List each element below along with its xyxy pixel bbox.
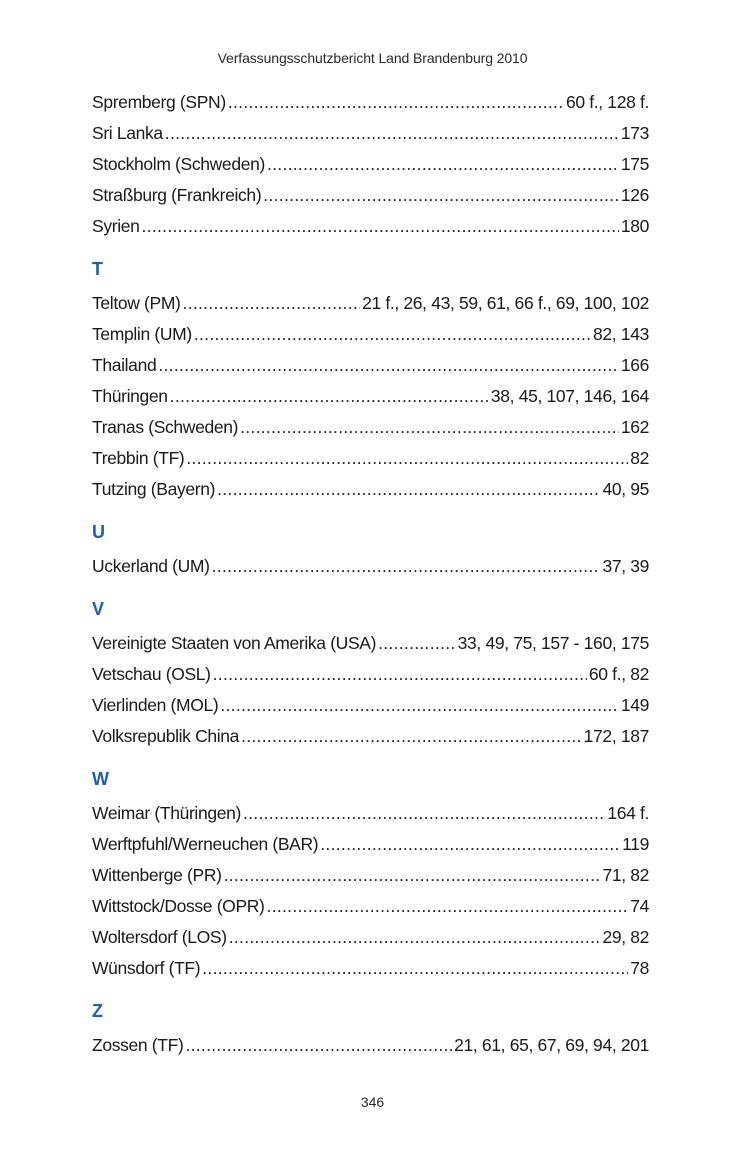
index-entry-name: Spremberg (SPN) [92,92,226,112]
index-entry-name: Vetschau (OSL) [92,664,211,684]
index-entry-name: Thüringen [92,386,168,406]
index-entry [92,87,649,118]
index-entry [92,288,649,319]
index-entry [92,1030,649,1061]
index-entry-name: Weimar (Thüringen) [92,803,241,823]
dot-leader [228,87,564,118]
index-entry-pages: 71, 82 [602,865,649,885]
index-entry-pages: 126 [620,185,649,205]
index-entry-pages: 82 [630,448,649,468]
index-entry-pages: 166 [620,355,649,375]
index-entry-pages: 149 [620,695,649,715]
index-entry [92,443,649,474]
dot-leader [243,798,605,829]
index-entry-pages: 164 f. [607,803,649,823]
index-entry [92,690,649,721]
dot-leader [378,628,456,659]
dot-leader [241,721,582,752]
index-entry-name: Sri Lanka [92,123,163,143]
index-entry-name: Stockholm (Schweden) [92,154,265,174]
index-entry-name: Tranas (Schweden) [92,417,239,437]
index-entry [92,319,649,350]
index-entry [92,860,649,891]
index-entry-name: Vierlinden (MOL) [92,695,219,715]
index-entry-name: Syrien [92,216,140,236]
index-entry-pages: 37, 39 [602,556,649,576]
index-entry-pages: 172, 187 [583,726,649,746]
index-entry-pages: 21 f., 26, 43, 59, 61, 66 f., 69, 100, 102 [362,293,649,313]
dot-leader [194,319,591,350]
index-entry [92,118,649,149]
index-entry [92,474,649,505]
index-entry [92,891,649,922]
index-entry-name: Straßburg (Frankreich) [92,185,262,205]
index-entry-pages: 82, 143 [593,324,649,344]
index-entry [92,922,649,953]
index-letter-heading: T [92,259,103,279]
index-list [92,87,649,1061]
index-entry-pages: 78 [630,958,649,978]
index-entry-pages: 175 [620,154,649,174]
dot-leader [165,118,619,149]
dot-leader [212,551,601,582]
index-entry-name: Volksrepublik China [92,726,240,746]
dot-leader [240,412,619,443]
index-entry-pages: 180 [620,216,649,236]
index-entry-pages: 60 f., 82 [588,664,649,684]
index-entry-name: Trebbin (TF) [92,448,185,468]
index-entry-name: Uckerland (UM) [92,556,210,576]
index-entry-name: Tutzing (Bayern) [92,479,216,499]
index-entry-pages: 40, 95 [602,479,649,499]
index-entry-pages: 33, 49, 75, 157 - 160, 175 [457,633,649,653]
dot-leader [263,180,619,211]
dot-leader [186,443,628,474]
index-entry [92,721,649,752]
dot-leader [220,690,618,721]
index-entry-name: Wünsdorf (TF) [92,958,201,978]
dot-leader [267,891,629,922]
index-entry [92,149,649,180]
index-entry-name: Werftpfuhl/Werneuchen (BAR) [92,834,319,854]
index-entry-pages: 162 [620,417,649,437]
dot-leader [320,829,620,860]
dot-leader [202,953,628,984]
page-header: Verfassungsschutzbericht Land Brandenburg 2010 [217,50,528,66]
index-entry [92,211,649,242]
dot-leader [142,211,619,242]
dot-leader [229,922,601,953]
index-letter-heading: Z [92,1001,103,1021]
index-entry-pages: 74 [630,896,649,916]
index-entry-name: Woltersdorf (LOS) [92,927,227,947]
dot-leader [170,381,489,412]
index-entry [92,180,649,211]
index-entry [92,953,649,984]
index-entry-pages: 38, 45, 107, 146, 164 [490,386,649,406]
index-entry [92,412,649,443]
dot-leader [185,1030,452,1061]
index-entry [92,829,649,860]
index-entry-name: Vereinigte Staaten von Amerika (USA) [92,633,377,653]
index-entry-pages: 21, 61, 65, 67, 69, 94, 201 [454,1035,649,1055]
index-letter-heading: V [92,599,105,619]
dot-leader [224,860,601,891]
index-entry [92,381,649,412]
index-entry [92,659,649,690]
dot-leader [158,350,619,381]
index-entry-pages: 119 [622,834,649,854]
dot-leader [183,288,361,319]
index-entry-pages: 60 f., 128 f. [565,92,649,112]
index-letter-heading: W [92,769,109,789]
index-entry-name: Teltow (PM) [92,293,181,313]
index-entry [92,551,649,582]
dot-leader [217,474,600,505]
page-number: 346 [360,1094,385,1110]
index-entry-name: Thailand [92,355,157,375]
index-entry-name: Templin (UM) [92,324,192,344]
index-entry-pages: 29, 82 [602,927,649,947]
index-entry-name: Wittenberge (PR) [92,865,222,885]
index-entry [92,350,649,381]
dot-leader [267,149,619,180]
index-letter-heading: U [92,522,105,542]
index-entry-pages: 173 [620,123,649,143]
index-entry-name: Zossen (TF) [92,1035,184,1055]
index-entry [92,628,649,659]
index-entry-name: Wittstock/Dosse (OPR) [92,896,265,916]
dot-leader [213,659,587,690]
index-entry [92,798,649,829]
